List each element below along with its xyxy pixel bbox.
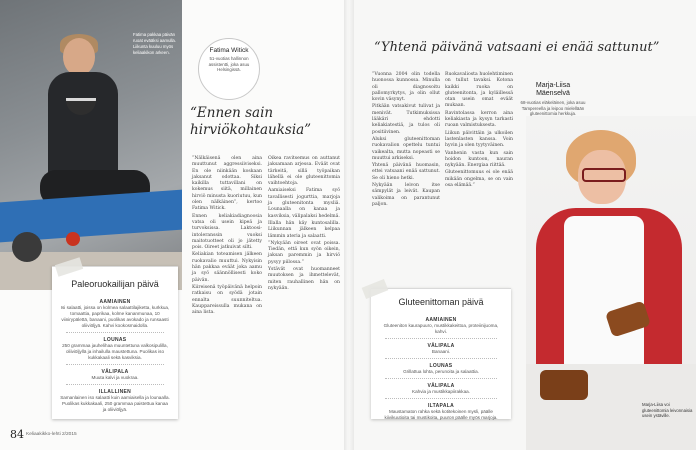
divider: [385, 398, 497, 399]
diary-title: Paleoruokailijan päivä: [71, 279, 159, 289]
diary-card-right: [371, 288, 511, 419]
paragraph: Ruokavaliosta huolehtiminen on tullut tavaksi. Kotona kaikki ruoka on gluteenitonta, ja kyläillessä otan usein omat eväät mukaan.: [445, 72, 513, 109]
divider: [66, 384, 164, 385]
photo-caption-right: Marja-Liisa voi gluteenittomia leivonnaisia usein ystäville.: [642, 402, 693, 419]
head-shape: [63, 38, 95, 76]
paragraph: ”Nälkäisenä olen aina muuttunut aggressiiviseksi. En ole niinkään koskaan jaksanut odottaa. Siksi kaikilla tuttavillani on kokemus siitä, millainen hirviö minusta kuoriutuu, kun olen nälkäinen”, kertoo Fatima Witick.: [192, 156, 262, 212]
paragraph: Aluksi gluteenittoman ruokavalion opettelu tuntui vaikealta, mutta nopeasti se muuttui arkiseksi.: [372, 136, 440, 161]
divider: [66, 332, 164, 333]
paragraph: Ravintolassa kerron aina keliakiasta ja kysyn tarkasti ruoan valmistuksesta.: [445, 110, 513, 129]
meal-text: Maustamaton rahka sekä kotitekoinen mysli, päälle kiivikuutioita tai mustikoita, puuron päälle myös marjoja.: [384, 409, 498, 420]
body-column-3: [372, 72, 440, 292]
meal-heading: VÄLIPALA: [101, 369, 129, 375]
divider: [66, 364, 164, 365]
magazine-name: Keliaakikko-lehti 2/2015: [26, 432, 77, 437]
body-column-1: [192, 156, 262, 426]
meal-text: Muuta kalvi ja vuokraa.: [91, 375, 139, 380]
body-column-4: [445, 72, 513, 292]
article-headline-left: “Ennen sain hirviökohtauksia”: [190, 105, 312, 138]
paragraph: Illalla hän käy kuntosalilla. Liikunnan jälkeen kelpaa lämmin ateria ja salaatti.: [268, 220, 340, 239]
glasses-icon: [582, 168, 626, 182]
paragraph: Yhtenä päivänä huomasin, ettei vatsaani enää sattunut. Se oli hieno hetki.: [372, 163, 440, 181]
paragraph: Nykyään leivon itse sämpylät ja leivät. Kaupan valikoima on parantunut paljon.: [372, 183, 440, 207]
paragraph: Gluteenittomuus ei ole enää mikään ongelma, se on vain osa elämää.”: [445, 170, 513, 189]
apron: [564, 216, 644, 366]
tomato: [66, 232, 80, 246]
diary-body: [379, 313, 503, 421]
interviewee-badge-left: [198, 38, 260, 100]
paragraph: Ennen keliakiadiagnoosia vatsa oli usein kipeä ja turvoksissa. Laktoosi-intoleranssin vuoksi maitotuotteet oli jo jätetty pois. Oireet jatkuivat silti.: [192, 213, 262, 251]
paragraph: Keliakian toteamisen jälkeen ruokavalio muuttui. Nykyisin hän pakkaa eväät joka aamu ja syö säännöllisesti koko päivän.: [192, 252, 262, 283]
paragraph: Aamiaiseksi Fatima syö tavallisesti jogurttia, marjoja ja gluteenitonta mysliä. Lounaalla on kanaa ja kasviksia, välipalaksi hedelmä.: [268, 188, 340, 219]
meal-heading: LOUNAS: [429, 363, 453, 369]
diary-title: Gluteenittoman päivä: [398, 297, 484, 307]
photo-marja-liisa: [526, 116, 696, 450]
meal-heading: ILTAPALA: [427, 403, 454, 409]
paragraph: Vanhenin vasta kun sain hoidon kuntoon, nauran nykyään. Energiaa riittää.: [445, 150, 513, 169]
meal-text: Gluteeniton kaurapuuro, mustikkakeittoa, proteiinijuoma, kahvi.: [383, 323, 499, 334]
article-headline-right: “Yhtenä päivänä vatsaani ei enää sattunut”: [374, 40, 660, 55]
divider: [385, 358, 497, 359]
meal-heading: VÄLIPALA: [427, 343, 455, 349]
photo-caption-left: Fatima pakkaa päivän ruoat evääksi aamulla. Liikunta kuuluu myös keliaakikon arkeen.: [133, 32, 176, 55]
body-shape: [48, 72, 118, 182]
paragraph: Liikun päivittäin ja ulkoilen lastenlasten kanssa. Voin hyvin ja olen tyytyväinen.: [445, 130, 513, 149]
interviewee-description-right: 68-vuotias eläkeläinen, joka asuu Tampereella ja leipoo mielellään gluteenittomia herkkuja.: [520, 100, 586, 117]
interviewee-name-right: Marja-Liisa Mäenselvä: [535, 82, 571, 97]
meal-text: Samanlainen iso salaatti kuin aamiaisella ja lounaalla. Puolikas kukkakaali, 250 grammaa paistettua kanaa ja oliiviöljyä.: [60, 395, 170, 412]
interviewee-name: Fatima Witick: [209, 47, 249, 54]
page-number: 84: [10, 428, 24, 441]
meal-heading: VÄLIPALA: [427, 383, 455, 389]
meal-text: Banaani.: [431, 349, 451, 354]
body-column-2: [268, 156, 340, 426]
meal-text: 250 grammaa jauhelihaa muuntettuna valkosipulilla, oliiviöljyllä ja inhailulla maustettuna. Puolikas iso kukkakaali sekä kasviksia.: [62, 343, 168, 360]
interviewee-description: 51-vuotias hallinnon assistentti, joka asuu Helsingissä.: [208, 56, 250, 73]
paragraph: Oikea ravitsemus on auttanut jaksamaan arjessa. Eväät ovat tärkeitä, sillä työpaikan lähellä ei ole gluteenittomia vaihtoehtoja.: [268, 156, 340, 187]
diary-card-left: [52, 266, 178, 419]
divider: [385, 338, 497, 339]
divider: [385, 378, 497, 379]
meal-heading: ILLALLINEN: [98, 389, 132, 395]
meal-heading: LOUNAS: [103, 337, 127, 343]
meal-text: Grillattua lohta, perunoita ja salaattia.: [403, 369, 479, 374]
paragraph: Pitkään vatsakivut tulivat ja menivät. Tutkimuksissa lääkäri ehdotti keliakiatestiä, ja tulos oli positiivinen.: [372, 104, 440, 135]
meal-heading: AAMIAINEN: [425, 317, 457, 323]
paragraph: ”Nykyään oireet ovat poissa. Tiedän, että kun syön oikein, jaksan paremmin ja hirviö pysyy piilossa.”: [268, 240, 340, 265]
meal-text: Isi salaatti, joissa on kolmea salaattilajiketta, kurkkua, tomaattia, paprikaa, kolme kananmunaa, 10 viinirypälettä, banaani, puolikas avokado ja runsaasti oliiviöljyä. Kahvi kookosmaidolla.: [60, 305, 170, 328]
kettlebell: [12, 232, 42, 262]
page-gutter: [344, 0, 354, 450]
paragraph: Kiireisenä työpäivänä helpoin ratkaisu on syödä jotain ennalta suunniteltua. Kauppareissulla mukana on aina lista.: [192, 284, 262, 316]
diary-body: [60, 295, 170, 413]
meal-text: Kahvia ja mustikkapiirakkaa.: [412, 389, 470, 394]
meal-heading: AAMIAINEN: [99, 299, 131, 305]
paragraph: Ystävät ovat huomanneet muutoksen ja ihmettelevät, miten rauhallinen hän on nykyään.: [268, 267, 340, 291]
paragraph: ”Vuonna 2004 olin todella huonossa kunnossa. Minulla oli diagnosoitu pallomyrkytys, ja olin ollut kovin väsynyt.: [372, 72, 440, 103]
bread-loaf: [540, 370, 588, 400]
